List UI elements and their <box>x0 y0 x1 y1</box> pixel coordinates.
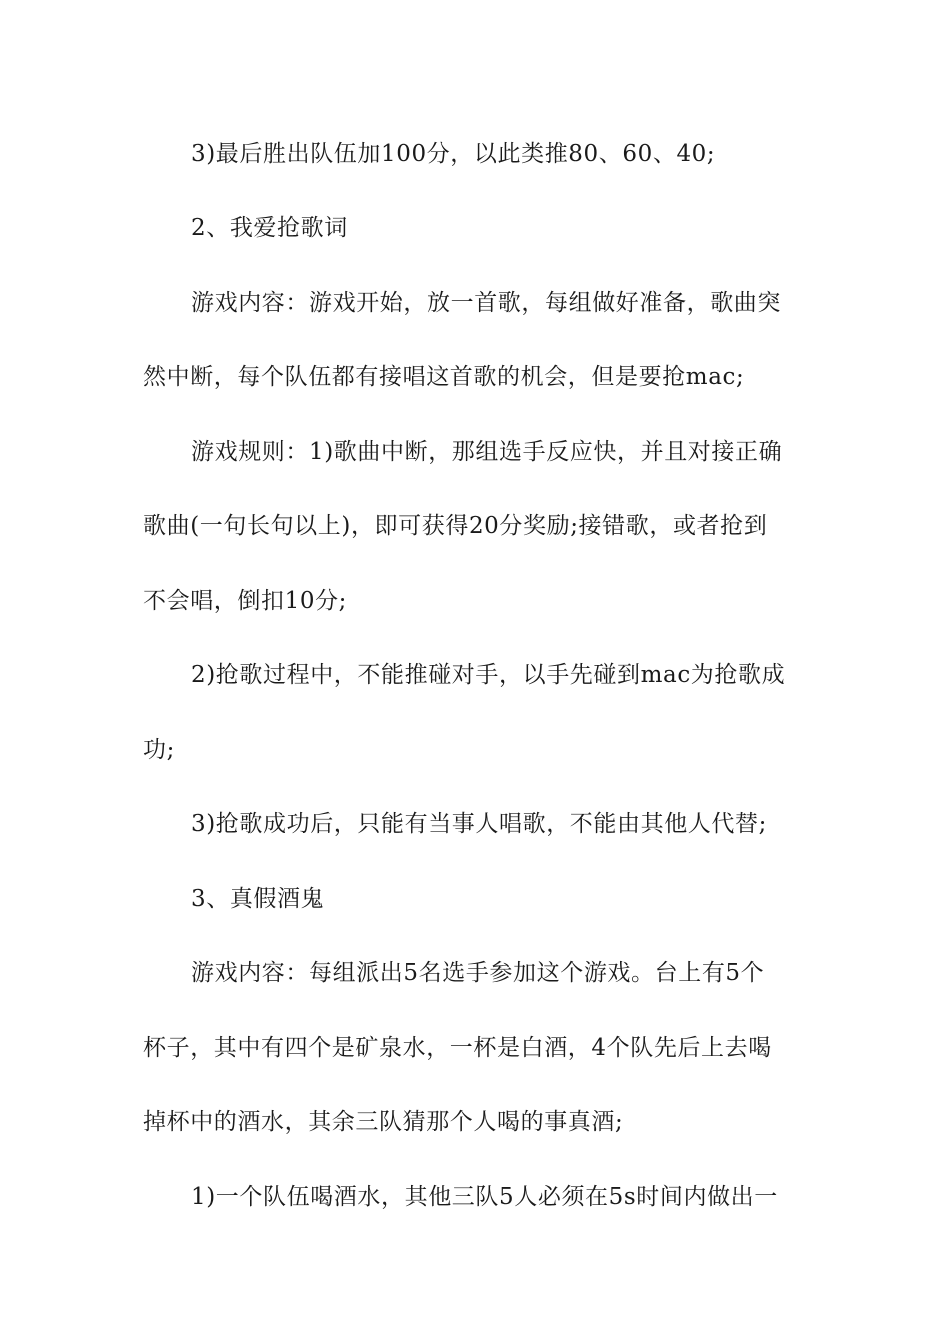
game-content-3-line-1: 游戏内容：每组派出5名选手参加这个游戏。台上有5个 <box>191 960 765 986</box>
game-rules-line-1: 游戏规则：1)歌曲中断，那组选手反应快，并且对接正确 <box>191 439 783 465</box>
game-rules-line-2: 歌曲(一句长句以上)，即可获得20分奖励;接错歌，或者抢到 <box>143 513 768 539</box>
game-rules-line-3: 不会唱，倒扣10分; <box>143 588 348 614</box>
game-content-3-line-3: 掉杯中的酒水，其余三队猜那个人喝的事真酒; <box>143 1109 624 1135</box>
section-heading-3: 3、真假酒鬼 <box>191 886 325 912</box>
rule-1-line: 1)一个队伍喝酒水，其他三队5人必须在5s时间内做出一 <box>191 1184 778 1210</box>
game-content-line-1: 游戏内容：游戏开始，放一首歌，每组做好准备，歌曲突 <box>191 290 781 316</box>
rule-3-line: 3)抢歌成功后，只能有当事人唱歌，不能由其他人代替; <box>191 811 767 837</box>
rule-line-final-score: 3)最后胜出队伍加100分，以此类推80、60、40; <box>191 141 716 167</box>
game-content-3-line-2: 杯子，其中有四个是矿泉水，一杯是白酒，4个队先后上去喝 <box>143 1035 772 1061</box>
rule-2-line-1: 2)抢歌过程中，不能推碰对手，以手先碰到mac为抢歌成 <box>191 662 786 688</box>
game-content-line-2: 然中断，每个队伍都有接唱这首歌的机会，但是要抢mac; <box>143 364 745 390</box>
rule-2-line-2: 功; <box>143 737 175 763</box>
section-heading-2: 2、我爱抢歌词 <box>191 215 348 241</box>
